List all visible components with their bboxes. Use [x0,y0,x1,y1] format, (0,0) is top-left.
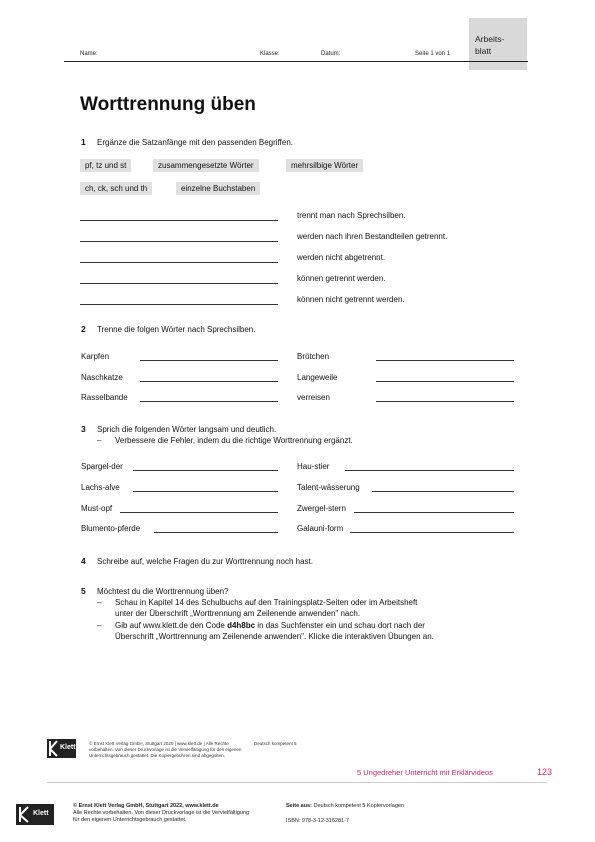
outer-copyright [73,803,249,824]
answer-line[interactable] [376,381,514,382]
footer-divider [47,782,547,783]
inner-copyright-2: vorbehalten. Von dieser Druckvorlage ist die Vervielfältigung für den eigenen [89,747,242,752]
task1-instruction: Ergänze die Satzanfänge mit den passenden Begriffen. [97,138,293,147]
answer-line[interactable] [133,491,278,492]
task5-number: 5 [81,586,86,596]
source-label: Seite aus: [286,803,312,809]
inner-book-title: Deutsch kompetent 5 [254,741,297,746]
klett-mark-icon [48,739,60,758]
outer-copyright-line3: für den eigenen Unterrichtsgebrauch gestattet. [73,817,187,823]
answer-line[interactable] [80,304,278,305]
answer-line[interactable] [120,512,278,513]
page-title: Worttrennung üben [80,94,256,115]
logo-text: Klett [33,810,49,817]
tab-label-1: Arbeits- [475,34,505,44]
bullet-dash: – [97,598,102,607]
task3-dash: – [97,436,102,445]
tab-label-2: blatt [475,46,492,56]
class-label: Klasse: [260,51,280,57]
answer-line[interactable] [80,262,278,263]
word-label: Rasselbande [81,393,128,402]
word-label: verreisen [297,393,330,402]
source-value: Deutsch kompetent 5 Kopiervorlagen [313,803,405,809]
sentence-end: können getrennt werden. [297,274,386,283]
answer-line[interactable] [376,360,514,361]
bullet2-text-pre: Gib auf www.klett.de den Code [115,621,228,630]
answer-line[interactable] [154,532,278,533]
word-label: Zwergel-stern [297,504,346,513]
bullet-dash: – [97,621,102,630]
answer-line[interactable] [345,470,514,471]
task2-number: 2 [81,324,86,334]
outer-copyright-line1: © Ernst Klett Verlag GmbH, Stuttgart 2022, www.klett.de [73,803,219,809]
source-info [286,803,404,810]
task5-bullet2-line1 [115,620,425,631]
word-label: Naschkatze [81,373,123,382]
sentence-end: werden nicht abgetrennt. [297,253,386,262]
task5-bullet1-line2: unter der Überschrift „Worttrennung am Zeilenende anwenden" nach. [115,609,361,618]
task3-number: 3 [81,424,86,434]
term-chip[interactable]: zusammengesetzte Wörter [153,159,259,172]
sentence-end: werden nach ihren Bestandteilen getrennt. [297,232,448,241]
word-label: Brötchen [297,352,330,361]
logo-text: Klett [60,744,76,751]
klett-logo-outer [16,804,54,825]
answer-line[interactable] [80,220,278,221]
chapter-footer: 5 Ungedreher Unterricht mit Erklärvideos [357,768,493,777]
answer-line[interactable] [133,470,278,471]
klett-mark-icon [18,804,32,825]
word-label: Spargel-der [81,462,123,471]
bullet2-text-post: in das Suchfenster ein und schau dort nach der [255,621,425,630]
task2-instruction: Trenne die folgen Wörter nach Sprechsilben. [97,325,256,334]
term-chip[interactable]: pf, tz und st [80,159,131,172]
task1-number: 1 [81,137,86,147]
page-number: 123 [537,767,553,777]
task3-sub-instruction: Verbessere die Fehler, indem du die richtige Worttrennung ergänzt. [115,436,353,445]
task3-instruction: Sprich die folgenden Wörter langsam und deutlich. [97,425,277,434]
answer-line[interactable] [350,532,514,533]
answer-line[interactable] [140,381,278,382]
term-chip[interactable]: mehrsilbige Wörter [286,159,363,172]
term-chip[interactable]: ch, ck, sch und th [80,182,152,195]
date-label: Datum: [321,51,341,57]
task4-instruction: Schreibe auf, welche Fragen du zur Worttrennung noch hast. [97,557,313,566]
answer-line[interactable] [80,283,278,284]
header-rule [64,61,528,62]
answer-line[interactable] [80,241,278,242]
answer-line[interactable] [140,360,278,361]
web-code: d4h8bc [227,621,256,630]
worksheet-tab [469,18,527,70]
term-chip[interactable]: einzelne Buchstaben [176,182,260,195]
name-label: Name: [80,51,98,57]
page-count: Seite 1 von 1 [415,51,451,57]
answer-line[interactable] [376,401,514,402]
sentence-end: können nicht getrennt werden. [297,295,405,304]
sentence-end: trennt man nach Sprechsilben. [297,211,406,220]
answer-line[interactable] [140,401,278,402]
word-label: Blumento-pferde [81,524,141,533]
word-label: Langeweile [297,373,338,382]
word-label: Talent-wässerung [297,483,360,492]
task5-bullet1-line1: Schau in Kapitel 14 des Schulbuchs auf den Trainingsplatz-Seiten oder im Arbeitsheft [115,598,418,607]
word-label: Must-opf [81,504,113,513]
task4-number: 4 [81,556,86,566]
outer-copyright-line2: Alle Rechte vorbehalten. Von dieser Druckvorlage ist die Vervielfältigung [73,810,250,816]
inner-copyright-1: © Ernst Klett Verlag GmbH, Stuttgart 2020 | www.klett.de | Alle Rechte [89,741,229,746]
task5-instruction: Möchtest du die Worttrennung üben? [97,587,229,596]
word-label: Lachs-alve [81,483,120,492]
answer-line[interactable] [354,512,514,513]
klett-logo [47,739,76,758]
inner-copyright-3: Unterrichtsgebrauch gestattet. Die Kopiergebühren sind abgegolten. [89,753,225,758]
task5-bullet2-line2: Überschrift „Worttrennung am Zeilenende anwenden". Klicke die interaktiven Übungen an. [115,632,434,641]
isbn: ISBN: 978-3-12-316281-7 [286,818,349,824]
word-label: Galauni-form [297,524,344,533]
word-label: Karpfen [81,352,110,361]
answer-line[interactable] [372,491,514,492]
word-label: Hau-stier [297,462,330,471]
